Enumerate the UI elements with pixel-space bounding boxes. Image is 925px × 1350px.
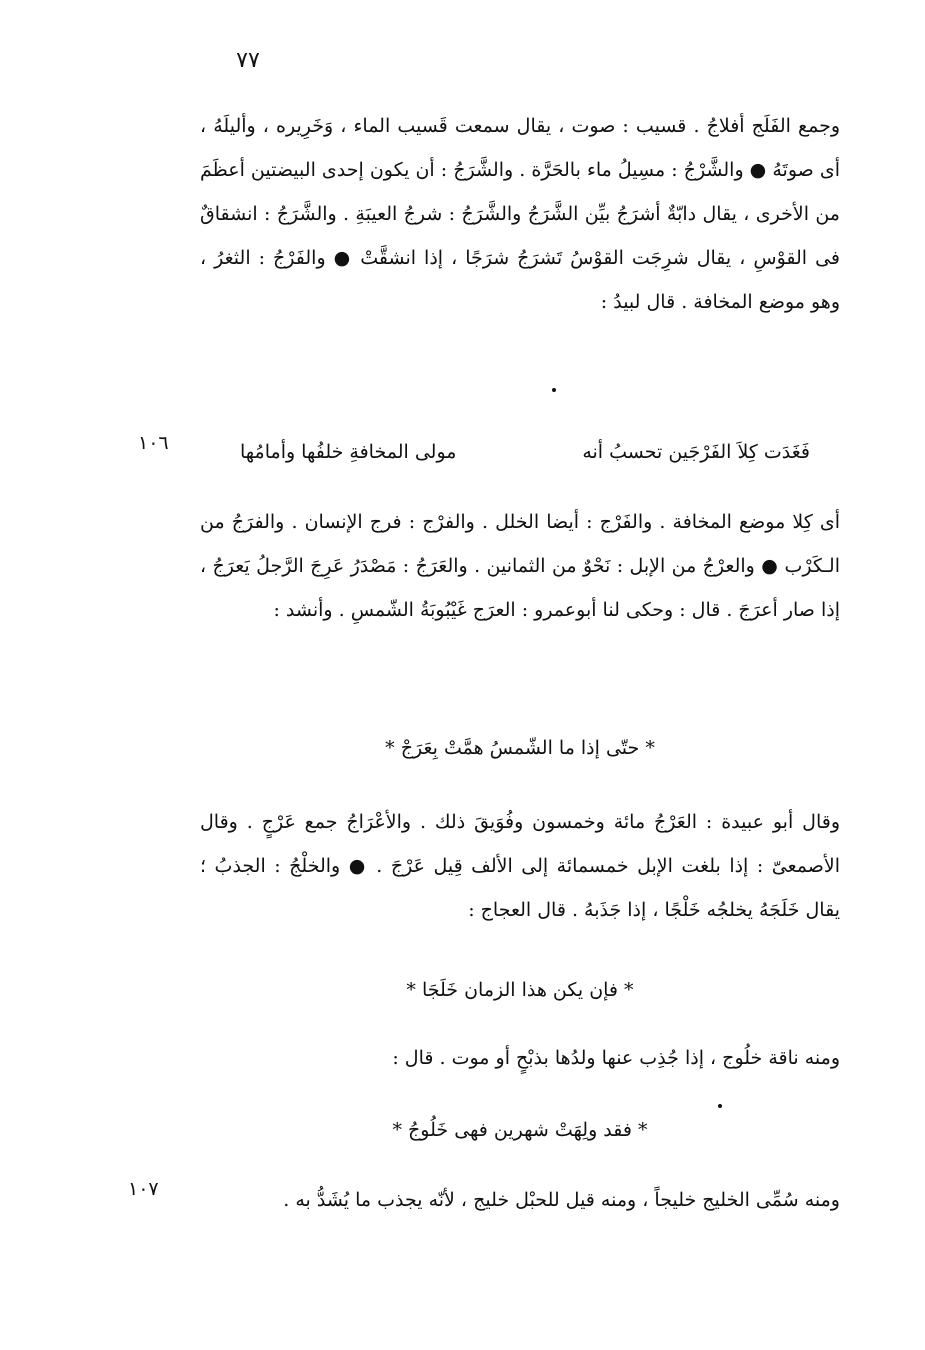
line-number-106: ١٠٦ [138,432,169,454]
stray-dot [552,388,556,392]
verse-fa-in-yakun: * فإن يكن هذا الزمان خَلَجَا * [406,979,634,1001]
page-number: ٧٧ [236,48,260,73]
line-number-107: ١٠٧ [128,1178,159,1200]
verse-hatta-itha: * حتّى إذا ما الشّمسُ همَّتْ بِعَرَجْ * [385,737,655,759]
verse-106 [240,432,810,472]
paragraph-5: ومنه سُمِّى الخليج خليجاً ، ومنه قيل للحبْل خليج ، لأنّه يجذب ما يُشَدُّ به . [283,1189,840,1211]
verse-106-first-hemistich: فَغَدَت كِلاَ الفَرْجَين تحسبُ أنه [582,441,810,463]
stray-dot [718,1104,722,1108]
paragraph-4: ومنه ناقة خلُوج ، إذا جُذِب عنها ولدُها بذبْحٍ أو موت . قال : [392,1047,840,1069]
paragraph-1: وجمع الفَلَج أفلاجُ . قسيب : صوت ، يقال سمعت قَسيب الماء ، وَخَرِيره ، وأليلَهُ ، أى صوتَهُ ● والشَّرْجُ : مسِيلُ ماء بالحَرَّة . والشَّرَجُ : أن يكون إحدى البيضتين أعظَمَ من الأخرى ، يقال دابّةٌ أشرَجُ بيِّن الشَّرَجُ والشَّرَجُ : شرجُ العيبَةِ . والشَّرَجُ : انشقاقٌ فى القوْسِ ، يقال شرِجَت القوْسُ تَشرَجُ شرَجًا ، إذا انشقَّتْ ● والفَرْجُ : الثغرُ ، وهو موضع المخافة . قال لبيدُ : [200,115,840,313]
verse-106-second-hemistich: مولى المخافةِ خلفُها وأمامُها [240,441,457,463]
paragraph-2: أى كِلا موضع المخافة . والفَرْج : أيضا الخلل . والفرْج : فرج الإنسان . والفرَجُ من الـكَرْب ● والعرْجُ من الإبل : نَحْوٌ من الثمانين . والعَرَجُ : مَصْدَرُ عَرِجَ الرَّجلُ يَعرَجُ ، إذا صار أعرَجَ . قال : وحكى لنا أبوعمرو : العرَج غَيْبُوبَةُ الشّمسِ . وأنشد : [200,511,840,621]
paragraph-3: وقال أبو عبيدة : العَرْجُ مائة وخمسون وفُوَيقَ ذلك . والأعْرَاجُ جمع عَرْجٍ . وقال الأصمعىّ : إذا بلغت الإبل خمسمائة إلى الألف قِيل عَرْجَ . ● والخلْجُ : الجذبُ ؛ يقال خَلَجَهُ يخلجُه خَلْجًا ، إذا جَذَبهُ . قال العجاج : [200,811,840,921]
verse-faqad-walihat: * فقد ولِهَتْ شهرين فهى خَلُوجُ * [392,1119,648,1141]
